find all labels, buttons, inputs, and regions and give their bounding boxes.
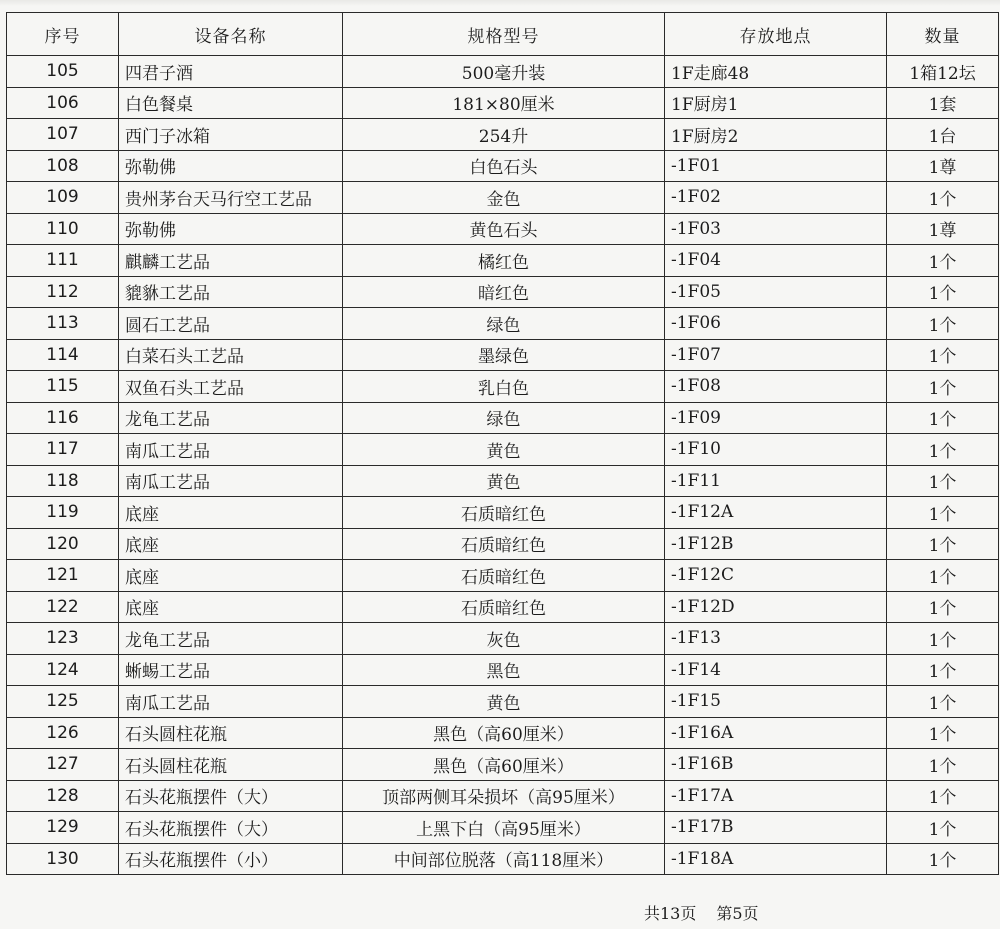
inventory-table bbox=[6, 12, 999, 875]
table-row bbox=[7, 371, 999, 403]
cell-name: 底座 bbox=[119, 528, 343, 560]
cell-name: 双鱼石头工艺品 bbox=[119, 371, 343, 403]
cell-location: -1F07 bbox=[665, 339, 887, 371]
cell-name: 石头花瓶摆件（大） bbox=[119, 780, 343, 812]
cell-spec: 金色 bbox=[343, 182, 665, 214]
cell-name: 麒麟工艺品 bbox=[119, 245, 343, 277]
cell-quantity: 1套 bbox=[887, 87, 999, 119]
cell-location: -1F18A bbox=[665, 843, 887, 875]
cell-name: 弥勒佛 bbox=[119, 213, 343, 245]
cell-location: -1F02 bbox=[665, 182, 887, 214]
table-body bbox=[7, 56, 999, 875]
cell-location: -1F03 bbox=[665, 213, 887, 245]
cell-spec: 黄色 bbox=[343, 434, 665, 466]
cell-no: 109 bbox=[7, 182, 119, 214]
cell-spec: 墨绿色 bbox=[343, 339, 665, 371]
cell-quantity: 1个 bbox=[887, 686, 999, 718]
cell-quantity: 1个 bbox=[887, 528, 999, 560]
cell-spec: 乳白色 bbox=[343, 371, 665, 403]
cell-spec: 石质暗红色 bbox=[343, 560, 665, 592]
cell-name: 四君子酒 bbox=[119, 56, 343, 88]
table-row bbox=[7, 245, 999, 277]
cell-spec: 灰色 bbox=[343, 623, 665, 655]
table-row bbox=[7, 780, 999, 812]
cell-no: 128 bbox=[7, 780, 119, 812]
cell-name: 石头圆柱花瓶 bbox=[119, 717, 343, 749]
cell-name: 白色餐桌 bbox=[119, 87, 343, 119]
cell-no: 124 bbox=[7, 654, 119, 686]
cell-no: 126 bbox=[7, 717, 119, 749]
cell-location: -1F11 bbox=[665, 465, 887, 497]
cell-quantity: 1个 bbox=[887, 749, 999, 781]
cell-no: 106 bbox=[7, 87, 119, 119]
cell-location: -1F12A bbox=[665, 497, 887, 529]
cell-no: 105 bbox=[7, 56, 119, 88]
cell-no: 107 bbox=[7, 119, 119, 151]
cell-location: -1F09 bbox=[665, 402, 887, 434]
cell-name: 底座 bbox=[119, 591, 343, 623]
cell-no: 130 bbox=[7, 843, 119, 875]
cell-name: 底座 bbox=[119, 560, 343, 592]
cell-location: -1F08 bbox=[665, 371, 887, 403]
cell-quantity: 1个 bbox=[887, 308, 999, 340]
table-row bbox=[7, 402, 999, 434]
cell-spec: 顶部两侧耳朵损坏（高95厘米） bbox=[343, 780, 665, 812]
cell-location: 1F厨房1 bbox=[665, 87, 887, 119]
table-row bbox=[7, 717, 999, 749]
cell-location: -1F05 bbox=[665, 276, 887, 308]
cell-location: 1F厨房2 bbox=[665, 119, 887, 151]
table-row bbox=[7, 276, 999, 308]
cell-spec: 石质暗红色 bbox=[343, 528, 665, 560]
cell-no: 129 bbox=[7, 812, 119, 844]
table-row bbox=[7, 843, 999, 875]
cell-spec: 石质暗红色 bbox=[343, 591, 665, 623]
cell-spec: 500毫升装 bbox=[343, 56, 665, 88]
cell-name: 西门子冰箱 bbox=[119, 119, 343, 151]
cell-quantity: 1个 bbox=[887, 591, 999, 623]
cell-location: -1F17A bbox=[665, 780, 887, 812]
cell-quantity: 1个 bbox=[887, 812, 999, 844]
cell-name: 贵州茅台天马行空工艺品 bbox=[119, 182, 343, 214]
cell-no: 127 bbox=[7, 749, 119, 781]
header-location: 存放地点 bbox=[665, 13, 887, 56]
cell-location: -1F10 bbox=[665, 434, 887, 466]
header-no: 序号 bbox=[7, 13, 119, 56]
table-row bbox=[7, 591, 999, 623]
cell-location: -1F15 bbox=[665, 686, 887, 718]
table-row bbox=[7, 749, 999, 781]
cell-quantity: 1个 bbox=[887, 717, 999, 749]
cell-name: 石头圆柱花瓶 bbox=[119, 749, 343, 781]
cell-quantity: 1个 bbox=[887, 623, 999, 655]
table-row bbox=[7, 339, 999, 371]
cell-location: -1F12B bbox=[665, 528, 887, 560]
table-row bbox=[7, 56, 999, 88]
table-row bbox=[7, 87, 999, 119]
cell-spec: 暗红色 bbox=[343, 276, 665, 308]
cell-spec: 上黑下白（高95厘米） bbox=[343, 812, 665, 844]
cell-location: -1F16B bbox=[665, 749, 887, 781]
cell-quantity: 1个 bbox=[887, 654, 999, 686]
cell-location: -1F06 bbox=[665, 308, 887, 340]
cell-name: 圆石工艺品 bbox=[119, 308, 343, 340]
header-quantity: 数量 bbox=[887, 13, 999, 56]
cell-quantity: 1个 bbox=[887, 182, 999, 214]
header-name: 设备名称 bbox=[119, 13, 343, 56]
cell-location: -1F16A bbox=[665, 717, 887, 749]
cell-no: 115 bbox=[7, 371, 119, 403]
cell-no: 118 bbox=[7, 465, 119, 497]
cell-location: -1F12D bbox=[665, 591, 887, 623]
cell-no: 108 bbox=[7, 150, 119, 182]
cell-name: 貔貅工艺品 bbox=[119, 276, 343, 308]
cell-name: 南瓜工艺品 bbox=[119, 465, 343, 497]
cell-quantity: 1个 bbox=[887, 371, 999, 403]
cell-spec: 白色石头 bbox=[343, 150, 665, 182]
cell-no: 121 bbox=[7, 560, 119, 592]
cell-name: 蜥蜴工艺品 bbox=[119, 654, 343, 686]
table-row bbox=[7, 623, 999, 655]
cell-no: 116 bbox=[7, 402, 119, 434]
cell-spec: 中间部位脱落（高118厘米） bbox=[343, 843, 665, 875]
cell-quantity: 1个 bbox=[887, 560, 999, 592]
table-row bbox=[7, 465, 999, 497]
cell-name: 底座 bbox=[119, 497, 343, 529]
cell-no: 117 bbox=[7, 434, 119, 466]
cell-quantity: 1个 bbox=[887, 843, 999, 875]
cell-location: -1F14 bbox=[665, 654, 887, 686]
cell-no: 120 bbox=[7, 528, 119, 560]
cell-spec: 黑色（高60厘米） bbox=[343, 749, 665, 781]
cell-location: -1F17B bbox=[665, 812, 887, 844]
cell-no: 112 bbox=[7, 276, 119, 308]
table-row bbox=[7, 812, 999, 844]
cell-name: 南瓜工艺品 bbox=[119, 686, 343, 718]
cell-quantity: 1个 bbox=[887, 339, 999, 371]
cell-location: -1F12C bbox=[665, 560, 887, 592]
cell-location: -1F04 bbox=[665, 245, 887, 277]
cell-spec: 黄色石头 bbox=[343, 213, 665, 245]
cell-spec: 石质暗红色 bbox=[343, 497, 665, 529]
cell-quantity: 1尊 bbox=[887, 213, 999, 245]
table-row bbox=[7, 150, 999, 182]
scan-edge bbox=[0, 0, 1000, 6]
cell-spec: 黄色 bbox=[343, 465, 665, 497]
cell-quantity: 1个 bbox=[887, 780, 999, 812]
cell-location: 1F走廊48 bbox=[665, 56, 887, 88]
cell-name: 弥勒佛 bbox=[119, 150, 343, 182]
cell-name: 白菜石头工艺品 bbox=[119, 339, 343, 371]
cell-quantity: 1个 bbox=[887, 245, 999, 277]
cell-spec: 254升 bbox=[343, 119, 665, 151]
cell-location: -1F01 bbox=[665, 150, 887, 182]
cell-spec: 181×80厘米 bbox=[343, 87, 665, 119]
cell-no: 122 bbox=[7, 591, 119, 623]
table-row bbox=[7, 497, 999, 529]
cell-quantity: 1个 bbox=[887, 497, 999, 529]
cell-name: 石头花瓶摆件（小） bbox=[119, 843, 343, 875]
header-spec: 规格型号 bbox=[343, 13, 665, 56]
cell-spec: 绿色 bbox=[343, 402, 665, 434]
cell-spec: 黑色（高60厘米） bbox=[343, 717, 665, 749]
cell-quantity: 1个 bbox=[887, 276, 999, 308]
table-row bbox=[7, 182, 999, 214]
cell-no: 123 bbox=[7, 623, 119, 655]
table-row bbox=[7, 434, 999, 466]
cell-no: 110 bbox=[7, 213, 119, 245]
cell-spec: 黄色 bbox=[343, 686, 665, 718]
table-row bbox=[7, 528, 999, 560]
cell-quantity: 1台 bbox=[887, 119, 999, 151]
table-row bbox=[7, 213, 999, 245]
table-row bbox=[7, 654, 999, 686]
cell-no: 119 bbox=[7, 497, 119, 529]
table-row bbox=[7, 686, 999, 718]
cell-quantity: 1尊 bbox=[887, 150, 999, 182]
cell-no: 125 bbox=[7, 686, 119, 718]
cell-name: 南瓜工艺品 bbox=[119, 434, 343, 466]
cell-spec: 绿色 bbox=[343, 308, 665, 340]
cell-quantity: 1个 bbox=[887, 434, 999, 466]
cell-name: 石头花瓶摆件（大） bbox=[119, 812, 343, 844]
cell-no: 114 bbox=[7, 339, 119, 371]
cell-quantity: 1个 bbox=[887, 465, 999, 497]
cell-quantity: 1个 bbox=[887, 402, 999, 434]
total-pages: 共13页 bbox=[644, 904, 697, 923]
page-footer bbox=[644, 901, 759, 924]
current-page: 第5页 bbox=[716, 904, 759, 923]
cell-spec: 橘红色 bbox=[343, 245, 665, 277]
cell-location: -1F13 bbox=[665, 623, 887, 655]
cell-no: 113 bbox=[7, 308, 119, 340]
cell-quantity: 1箱12坛 bbox=[887, 56, 999, 88]
table-header-row bbox=[7, 13, 999, 56]
table-row bbox=[7, 119, 999, 151]
cell-spec: 黑色 bbox=[343, 654, 665, 686]
table-row bbox=[7, 308, 999, 340]
cell-name: 龙龟工艺品 bbox=[119, 623, 343, 655]
cell-name: 龙龟工艺品 bbox=[119, 402, 343, 434]
table-row bbox=[7, 560, 999, 592]
cell-no: 111 bbox=[7, 245, 119, 277]
